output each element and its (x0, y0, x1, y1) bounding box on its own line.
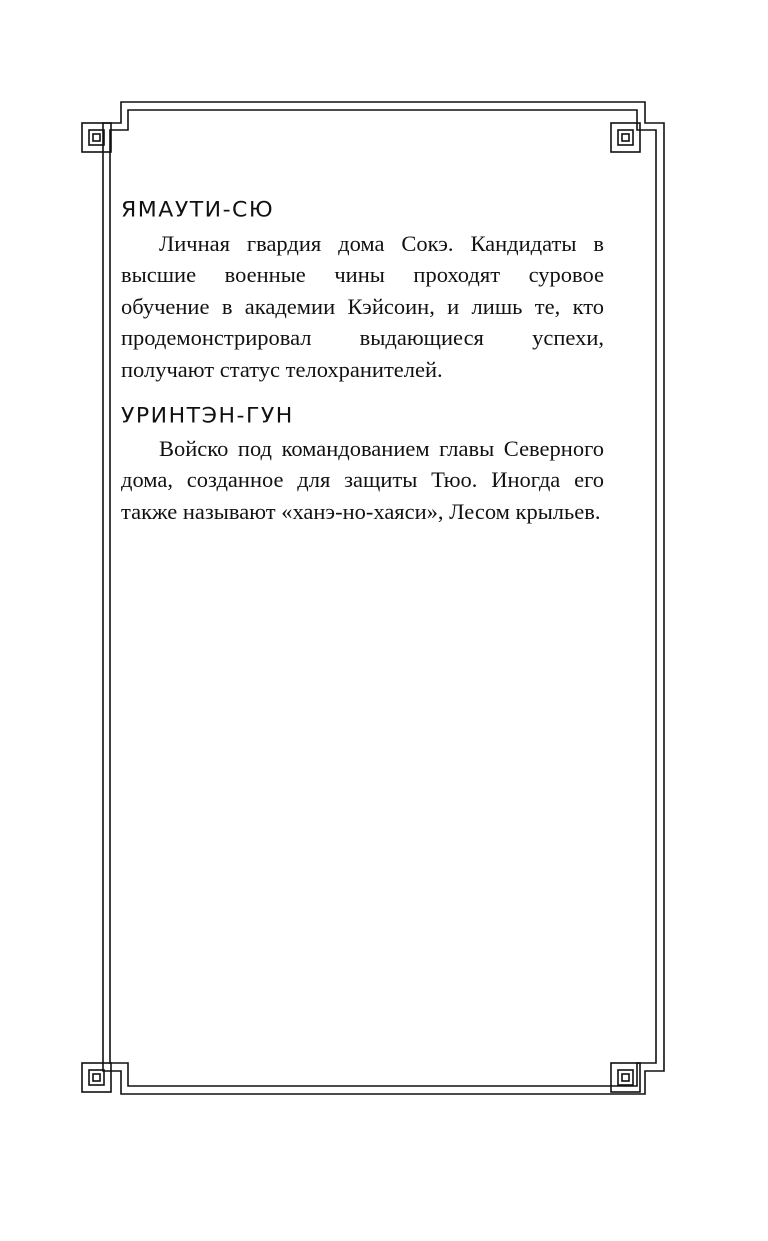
section-heading: УРИНТЭН-ГУН (121, 404, 294, 429)
section-text: Войско под командованием главы Северного дома, созданное для защиты Тюо. Иногда его также называют «ханэ-но-хаяси», Лесом крыльев. (121, 436, 604, 524)
section-heading: ЯМАУТИ-СЮ (121, 198, 275, 223)
section-text: Личная гвардия дома Сокэ. Кандидаты в высшие военные чины проходят суровое обучение в академии Кэйсоин, и лишь те, кто продемонстрировал выдающиеся успехи, получают статус телохранителей. (121, 231, 604, 382)
